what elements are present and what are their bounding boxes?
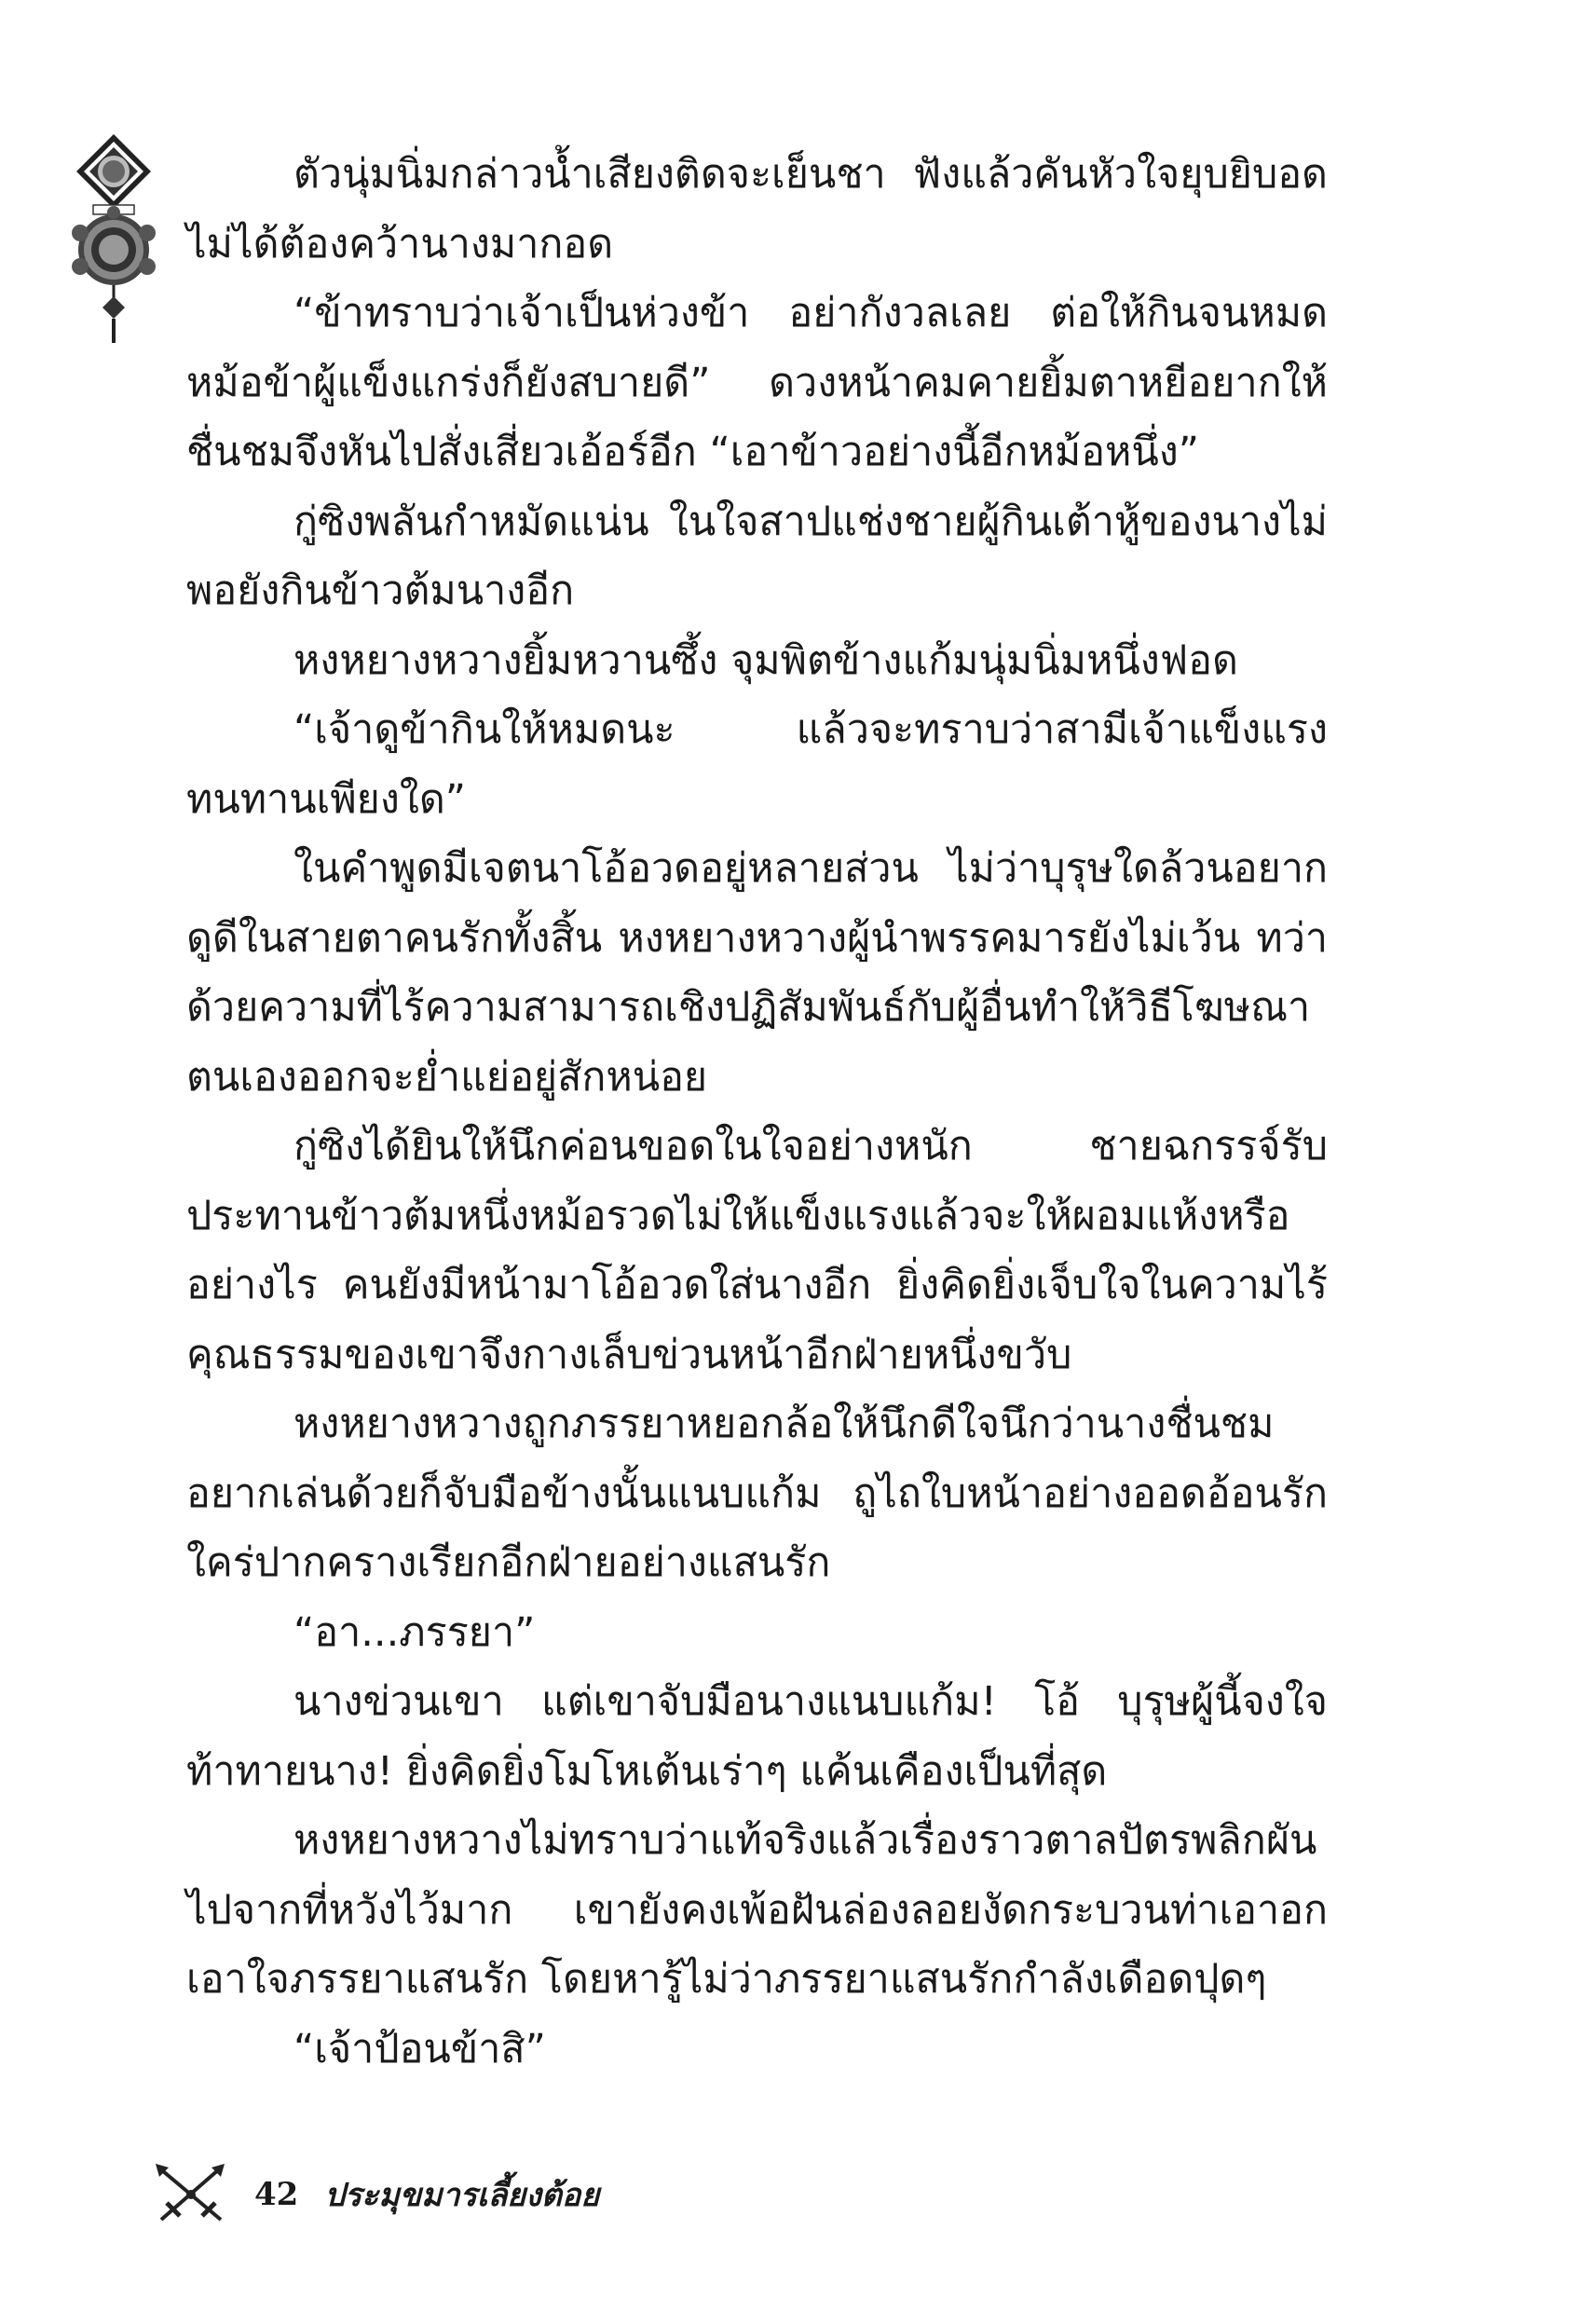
paragraph: หงหยางหวางไม่ทราบว่าแท้จริงแล้วเรื่องราวตาลปัตรพลิกผันไปจากที่หวังไว้มาก เขายังคงเพ้อฝันล่องลอยงัดกระบวนท่าเอาอกเอาใจภรรยาแสนรัก โดยหารู้ไม่ว่าภรรยาแสนรักกำลังเดือดปุดๆ xyxy=(186,1817,1328,2003)
paragraph: ตัวนุ่มนิ่มกล่าวน้ำเสียงติดจะเย็นชา ฟังแล้วคันหัวใจยุบยิบอดไม่ได้ต้องคว้านางมากอด xyxy=(186,151,1328,267)
paragraph: “เจ้าดูข้ากินให้หมดนะ แล้วจะทราบว่าสามีเจ้าแข็งแรงทนทานเพียงใด” xyxy=(186,706,1328,823)
crossed-swords-icon xyxy=(154,2162,228,2227)
publisher-emblem-icon xyxy=(58,130,170,345)
paragraph: “อา...ภรรยา” xyxy=(293,1608,536,1656)
paragraph: กู่ซิงพลันกำหมัดแน่น ในใจสาปแช่งชายผู้กินเต้าหู้ของนางไม่พอยังกินข้าวต้มนางอีก xyxy=(186,498,1328,614)
paragraph: ในคำพูดมีเจตนาโอ้อวดอยู่หลายส่วน ไม่ว่าบุรุษใดล้วนอยากดูดีในสายตาคนรักทั้งสิ้น หงหยางหวางผู้นำพรรคมารยังไม่เว้น ทว่าด้วยความที่ไร้ความสามารถเชิงปฏิสัมพันธ์กับผู้อื่นทำให้วิธีโฆษณาตนเองออกจะย่ำแย่อยู่สักหน่อย xyxy=(186,845,1328,1101)
book-title: ประมุขมารเลี้ยงต้อย xyxy=(324,2177,600,2214)
page-number: 42 xyxy=(254,2176,299,2213)
page-footer xyxy=(154,2162,599,2227)
paragraph: หงหยางหวางถูกภรรยาหยอกล้อให้นึกดีใจนึกว่านางชื่นชมอยากเล่นด้วยก็จับมือข้างนั้นแนบแก้ม ถูไถใบหน้าอย่างออดอ้อนรักใคร่ปากครางเรียกอีกฝ่ายอย่างแสนรัก xyxy=(186,1401,1328,1586)
body-text xyxy=(186,140,1328,2084)
paragraph: กู่ซิงได้ยินให้นึกค่อนขอดในใจอย่างหนัก ชายฉกรรจ์รับประทานข้าวต้มหนึ่งหม้อรวดไม่ให้แข็งแรงแล้วจะให้ผอมแห้งหรืออย่างไร คนยังมีหน้ามาโอ้อวดใส่นางอีก ยิ่งคิดยิ่งเจ็บใจในความไร้คุณธรรมของเขาจึงกางเล็บข่วนหน้าอีกฝ่ายหนึ่งขวับ xyxy=(186,1123,1328,1378)
paragraph: หงหยางหวางยิ้มหวานซึ้ง จุมพิตข้างแก้มนุ่มนิ่มหนึ่งฟอด xyxy=(293,636,1238,684)
paragraph: นางข่วนเขา แต่เขาจับมือนางแนบแก้ม! โอ้ บุรุษผู้นี้จงใจท้าทายนาง! ยิ่งคิดยิ่งโมโหเต้นเร่าๆ แค้นเคืองเป็นที่สุด xyxy=(186,1678,1328,1795)
paragraph: “เจ้าป้อนข้าสิ” xyxy=(293,2025,546,2072)
paragraph: “ข้าทราบว่าเจ้าเป็นห่วงข้า อย่ากังวลเลย ต่อให้กินจนหมดหม้อข้าผู้แข็งแกร่งก็ยังสบายดี” ดวงหน้าคมคายยิ้มตาหยีอยากให้ชื่นชมจึงหันไปสั่งเสี่ยวเอ้อร์อีก “เอาข้าวอย่างนี้อีกหม้อหนึ่ง” xyxy=(186,290,1328,475)
